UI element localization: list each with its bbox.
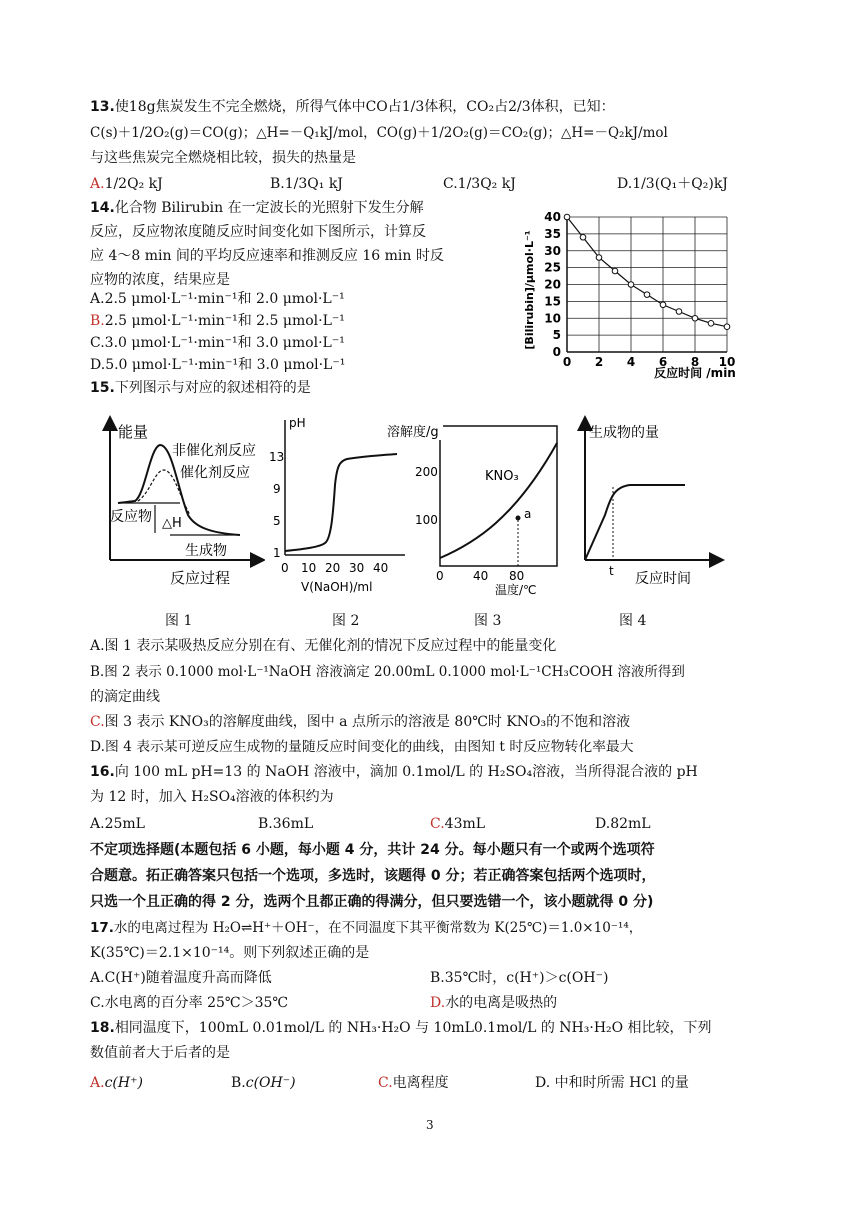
chart-ytick-label: 40 [544,210,561,224]
fig1-label-catalyzed: 催化剂反应 [180,465,250,481]
chart-xtick-label: 0 [562,355,572,369]
q13-option-b[interactable]: B.1/3Q₁ kJ [270,176,343,192]
q17-option-a[interactable]: A.C(H⁺)随着温度升高而降低 [90,970,272,986]
chart-data-point [596,255,602,261]
q18-option-d[interactable]: D. 中和时所需 HCl 的量 [535,1075,689,1091]
fig2-ytick-5: 5 [273,514,281,528]
q15-number: 15. [90,380,115,396]
chart-data-point [724,324,730,330]
chart-ytick-label: 10 [544,311,561,326]
q14-option-a[interactable]: A.2.5 μmol·L⁻¹·min⁻¹和 2.0 μmol·L⁻¹ [90,291,345,307]
q16-option-b[interactable]: B.36mL [258,816,314,832]
chart-data-point [708,321,714,327]
chart-ytick-label: 25 [544,260,561,275]
fig4-curve [585,485,685,560]
chart-xlabel: 反应时间 /min [654,366,736,380]
fig1-ylabel: 能量 [118,423,149,441]
chart-ytick-label: 35 [544,226,561,241]
fig2-xlabel: V(NaOH)/ml [301,580,373,594]
fig2-xtick-30: 30 [349,561,365,575]
q16-number: 16. [90,764,115,780]
chart-data-point [660,302,666,308]
q14-option-b[interactable]: B.2.5 μmol·L⁻¹·min⁻¹和 2.5 μmol·L⁻¹ [90,313,345,329]
fig3-ylabel: 溶解度/g [387,425,439,440]
chart-xtick-label: 2 [594,355,604,369]
chart-grid [567,217,727,352]
fig4-tick-t: t [609,564,614,578]
q18-number: 18. [90,1020,115,1036]
section-heading-line2: 合题意。拓正确答案只包括一个选项，多选时，该题得 0 分；若正确答案包括两个选项时， [90,868,656,884]
fig3-caption: 图 3 [474,613,502,629]
chart-points [564,214,730,329]
fig1-label-dh: △H [162,516,182,531]
fig1-caption: 图 1 [165,613,193,629]
chart-data-point [644,292,650,298]
q16-stem-line2: 为 12 时，加入 H₂SO₄溶液的体积约为 [90,789,334,805]
chart-data-point [564,214,570,220]
figure-4-product-amount [575,415,725,595]
bilirubin-chart [515,205,755,385]
q14-stem-line3: 应 4～8 min 间的平均反应速率和推测反应 16 min 时反 [90,248,444,264]
q13-option-d[interactable]: D.1/3(Q₁＋Q₂)kJ [617,176,728,192]
fig3-ytick-100: 100 [415,513,438,527]
chart-data-point [692,315,698,321]
chart-xtick-label: 8 [690,355,700,369]
chart-ylabel: [Bilirubin]/μmol·L⁻¹ [523,230,536,350]
q15-option-b-line2: 的滴定曲线 [90,689,160,705]
figure-3-solubility-curve [385,418,570,600]
chart-xtick-label: 6 [658,355,668,369]
q14-number: 14. [90,200,115,216]
chart-data-point [676,309,682,315]
q13-stem-line3: 与这些焦炭完全燃烧相比较，损失的热量是 [90,150,356,166]
q15-option-b-line1[interactable]: B.图 2 表示 0.1000 mol·L⁻¹NaOH 溶液滴定 20.00mL 0.1000 mol·L⁻¹CH₃COOH 溶液所得到 [90,664,685,680]
q15-stem: 15.下列图示与对应的叙述相符的是 [90,380,311,396]
chart-xtick-label: 10 [718,355,736,369]
chart-ytick-label: 30 [544,243,561,258]
q13-option-a[interactable]: A.1/2Q₂ kJ [90,176,163,192]
q18-stem-line2: 数值前者大于后者的是 [90,1045,230,1061]
q18-stem-line1: 18.相同温度下，100mL 0.01mol/L 的 NH₃·H₂O 与 10mL0.1mol/L 的 NH₃·H₂O 相比较，下列 [90,1020,712,1036]
fig3-xlabel: 温度/℃ [495,583,537,597]
q17-stem-line2: K(35℃)＝2.1×10⁻¹⁴。则下列叙述正确的是 [90,945,370,961]
q13-option-c[interactable]: C.1/3Q₂ kJ [443,176,516,192]
fig4-caption: 图 4 [619,613,647,629]
fig3-point-label: a [524,507,532,521]
fig4-xlabel: 反应时间 [635,571,691,587]
q13-stem-line2: C(s)＋1/2O₂(g)＝CO(g)；△H=－Q₁kJ/mol，CO(g)＋1/2O₂(g)＝CO₂(g)；△H=－Q₂kJ/mol [90,125,668,141]
chart-ytick-label: 15 [544,294,561,309]
chart-ytick-label: 5 [552,328,561,343]
fig3-series-label: KNO₃ [485,469,519,484]
chart-ytick-label: 20 [544,277,561,292]
q13-stem1: 使18g焦炭发生不完全燃烧，所得气体中CO占1/3体积，CO₂占2/3体积，已知： [114,99,615,115]
fig1-xlabel: 反应过程 [170,569,231,587]
fig1-label-uncatalyzed: 非催化剂反应 [172,443,256,459]
fig2-ylabel: pH [289,416,306,430]
q13-number: 13. [90,99,115,115]
q16-option-c[interactable]: C.43mL [430,816,486,832]
q17-option-d[interactable]: D.水的电离是吸热的 [430,995,558,1011]
q14-stem-line2: 反应，反应物浓度随反应时间变化如下图所示，计算反 [90,224,426,240]
q18-option-b[interactable]: B.c(OH⁻) [231,1075,296,1091]
chart-xtick-label: 4 [626,355,636,369]
fig2-curve [285,454,397,551]
q17-option-c[interactable]: C.水电离的百分率 25℃＞35℃ [90,995,289,1011]
chart-data-point [628,282,634,288]
q18-option-c[interactable]: C.电离程度 [378,1075,449,1091]
section-heading-line1: 不定项选择题(本题包括 6 小题，每小题 4 分，共计 24 分。每小题只有一个或两个选项符 [90,842,655,858]
q15-option-a[interactable]: A.图 1 表示某吸热反应分别在有、无催化剂的情况下反应过程中的能量变化 [90,638,557,654]
q15-option-d[interactable]: D.图 4 表示某可逆反应生成物的量随反应时间变化的曲线，由图知 t 时反应物转化率最大 [90,739,634,755]
fig2-xtick-40: 40 [373,561,389,575]
figure-1-energy-diagram [100,415,265,590]
q14-option-d[interactable]: D.5.0 μmol·L⁻¹·min⁻¹和 3.0 μmol·L⁻¹ [90,357,346,373]
q14-stem-line1: 14.化合物 Bilirubin 在一定波长的光照射下发生分解 [90,200,424,216]
chart-data-point [612,268,618,274]
fig2-ytick-13: 13 [269,450,285,464]
fig2-xtick-20: 20 [325,561,341,575]
section-heading-line3: 只选一个且正确的得 2 分，选两个且都正确的得满分，但只要选错一个，该小题就得 0 分) [90,894,654,910]
q16-option-d[interactable]: D.82mL [595,816,651,832]
fig3-kno3-curve [440,443,557,558]
q15-option-c[interactable]: C.图 3 表示 KNO₃的溶解度曲线，图中 a 点所示的溶液是 80℃时 KNO₃的不饱和溶液 [90,714,631,730]
fig3-xtick-0: 0 [436,569,444,583]
fig2-ytick-1: 1 [273,546,281,560]
q17-option-b[interactable]: B.35℃时，c(H⁺)＞c(OH⁻) [430,970,609,986]
fig3-ytick-200: 200 [415,465,438,479]
fig4-ylabel: 生成物的量 [589,425,659,441]
fig3-point-a [516,516,521,521]
page-number: 3 [426,1118,434,1132]
q18-option-a[interactable]: A.c(H⁺) [90,1075,143,1091]
fig3-xtick-80: 80 [509,569,525,583]
q16-stem-line1: 16.向 100 mL pH=13 的 NaOH 溶液中，滴加 0.1mol/L 的 H₂SO₄溶液，当所得混合液的 pH [90,764,698,780]
fig3-frame [440,426,557,566]
q14-stem-line4: 应物的浓度，结果应是 [90,272,230,288]
fig1-label-product: 生成物 [185,543,227,559]
q17-number: 17. [90,920,114,936]
chart-series-line [567,217,727,327]
q14-option-c[interactable]: C.3.0 μmol·L⁻¹·min⁻¹和 3.0 μmol·L⁻¹ [90,335,345,351]
fig2-xtick-10: 10 [301,561,317,575]
q13-stem-line1 [90,97,615,117]
fig1-label-reactant: 反应物 [110,509,152,525]
chart-ytick-label: 0 [552,345,561,359]
chart-series-path [567,217,727,327]
fig2-ytick-9: 9 [273,482,281,496]
q17-stem-line1: 17.水的电离过程为 H₂O⇌H⁺＋OH⁻，在不同温度下其平衡常数为 K(25℃)＝1.0×10⁻¹⁴， [90,920,643,936]
fig3-xtick-40: 40 [473,569,489,583]
fig2-caption: 图 2 [332,613,360,629]
q16-option-a[interactable]: A.25mL [90,816,145,832]
chart-data-point [580,234,586,240]
fig2-xtick-0: 0 [281,561,289,575]
